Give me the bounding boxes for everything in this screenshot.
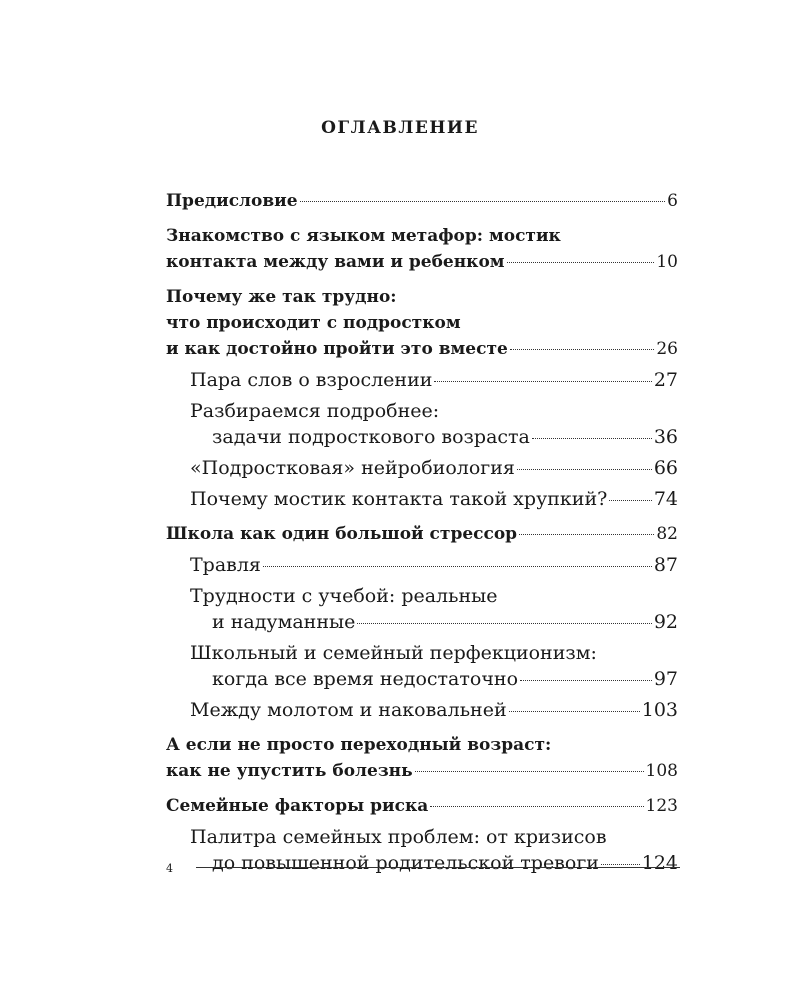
- dot-leader: [415, 771, 644, 772]
- entry-title: Предисловие: [166, 191, 298, 211]
- toc-entry-school-stress[interactable]: [166, 521, 678, 547]
- entry-title: Трудности с учебой: реальные: [190, 585, 498, 607]
- entry-title: Почему мостик контакта такой хрупкий?: [190, 488, 608, 510]
- toc-entry-metaphors[interactable]: [166, 223, 678, 275]
- dot-leader: [609, 500, 652, 501]
- entry-title: до повышенной родительской тревоги: [212, 852, 599, 874]
- page-number: 82: [656, 524, 678, 544]
- toc-subentry-study-difficulties[interactable]: [190, 583, 678, 635]
- page-number: 74: [653, 488, 678, 510]
- page-folio: 4: [166, 862, 173, 875]
- page-number: 97: [653, 668, 678, 690]
- entry-title: задачи подросткового возраста: [212, 426, 530, 448]
- entry-title: и как достойно пройти это вместе: [166, 339, 508, 359]
- entry-title: Семейные факторы риска: [166, 796, 429, 816]
- page-number: 92: [653, 611, 678, 633]
- page-number: 36: [653, 426, 678, 448]
- toc-subentry-hammer-anvil[interactable]: [190, 697, 678, 723]
- toc-subentry-growing-up[interactable]: [190, 367, 678, 393]
- page-number: 27: [653, 369, 678, 391]
- toc-entry-family-risk[interactable]: [166, 793, 678, 819]
- table-of-contents: [166, 188, 678, 876]
- toc-subentry-perfectionism[interactable]: [190, 640, 678, 692]
- entry-title: Палитра семейных проблем: от кризисов: [190, 826, 607, 848]
- dot-leader: [434, 381, 651, 382]
- entry-title: когда все время недостаточно: [212, 668, 519, 690]
- page-number: 87: [653, 554, 678, 576]
- toc-subentry-family-problems[interactable]: [190, 824, 678, 876]
- footer-rule: [196, 867, 680, 868]
- dot-leader: [263, 566, 652, 567]
- dot-leader: [517, 469, 652, 470]
- dot-leader: [430, 806, 643, 807]
- dot-leader: [507, 262, 655, 263]
- entry-title: А если не просто переходный возраст:: [166, 735, 552, 755]
- page-number: 108: [645, 761, 678, 781]
- toc-entry-preface[interactable]: [166, 188, 678, 214]
- toc-heading: ОГЛАВЛЕНИЕ: [321, 118, 479, 138]
- dot-leader: [519, 534, 654, 535]
- entry-title: как не упустить болезнь: [166, 761, 413, 781]
- dot-leader: [509, 711, 640, 712]
- page-number: 26: [656, 339, 678, 359]
- dot-leader: [357, 623, 651, 624]
- page-number: 123: [645, 796, 678, 816]
- entry-title: Почему же так трудно:: [166, 287, 397, 307]
- entry-title: Школа как один большой стрессор: [166, 524, 518, 544]
- page-number: 6: [667, 191, 678, 211]
- page-number: 66: [653, 457, 678, 479]
- dot-leader: [532, 438, 652, 439]
- entry-title: «Подростковая» нейробиология: [190, 457, 515, 479]
- toc-subentry-bullying[interactable]: [190, 552, 678, 578]
- entry-title: что происходит с подростком: [166, 313, 461, 333]
- toc-entry-illness[interactable]: [166, 732, 678, 784]
- page-number: 103: [641, 699, 678, 721]
- entry-title: Травля: [190, 554, 261, 576]
- toc-subentry-teen-tasks[interactable]: [190, 398, 678, 450]
- entry-title: Знакомство с языком метафор: мостик: [166, 226, 561, 246]
- entry-title: Между молотом и наковальней: [190, 699, 507, 721]
- entry-title: Пара слов о взрослении: [190, 369, 433, 391]
- page-number: 124: [641, 852, 678, 874]
- entry-title: и надуманные: [212, 611, 356, 633]
- entry-title: Школьный и семейный перфекционизм:: [190, 642, 597, 664]
- page-number: 10: [656, 252, 678, 272]
- entry-title: Разбираемся подробнее:: [190, 400, 440, 422]
- toc-subentry-neurobiology[interactable]: [190, 455, 678, 481]
- dot-leader: [300, 201, 666, 202]
- toc-subentry-fragile-bridge[interactable]: [190, 486, 678, 512]
- entry-title: контакта между вами и ребенком: [166, 252, 505, 272]
- toc-entry-why-hard[interactable]: [166, 284, 678, 362]
- dot-leader: [510, 349, 655, 350]
- dot-leader: [520, 680, 652, 681]
- dot-leader: [601, 864, 640, 865]
